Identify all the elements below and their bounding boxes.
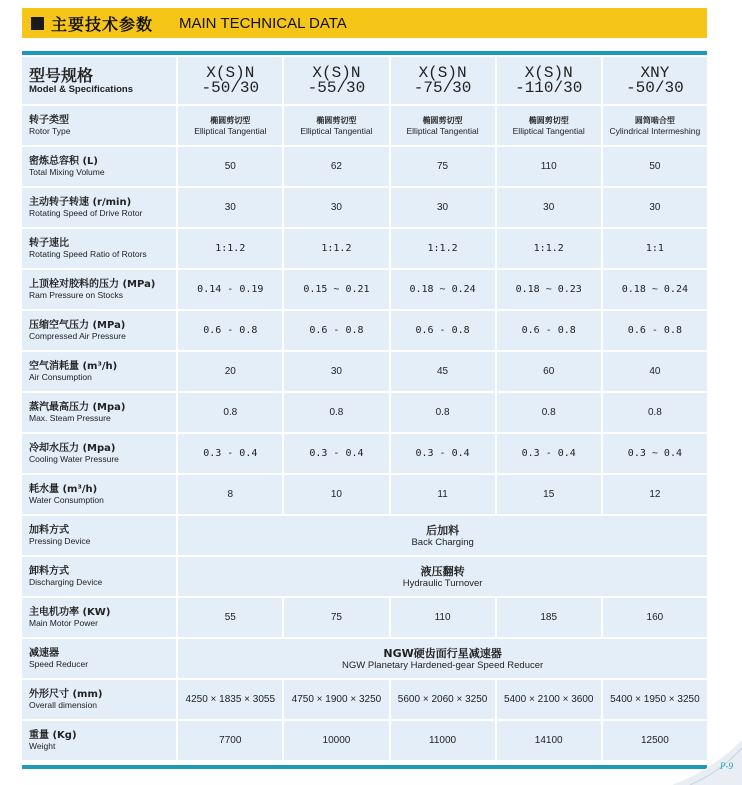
value-cell: 0.3 - 0.4	[390, 433, 496, 474]
row-label-en: Discharging Device	[29, 577, 103, 587]
row-label-cn: 转子速比	[29, 238, 69, 249]
row-label-cell	[22, 146, 177, 187]
value-cell: 30	[177, 187, 283, 228]
merged-value-cell	[177, 515, 707, 556]
rotor-type-cell	[177, 105, 283, 146]
row-label-en: Speed Reducer	[29, 659, 89, 669]
page-number: P-9	[720, 761, 733, 771]
row-label-cell	[22, 433, 177, 474]
table-row-discharging-device	[22, 556, 707, 597]
model-name-line1: X(S)N	[418, 63, 467, 82]
value-cell: 0.6 - 0.8	[602, 310, 707, 351]
row-label-en: Weight	[29, 741, 56, 751]
row-label-cn: 重量 (Kg)	[29, 730, 77, 741]
value-cell: 5400 × 2100 × 3600	[496, 679, 602, 720]
row-label-en: Ram Pressure on Stocks	[29, 290, 124, 300]
rotor-type-cell	[390, 105, 496, 146]
model-name-line2: -50/30	[201, 78, 260, 97]
row-label-cn: 耗水量 (m³/h)	[29, 484, 98, 495]
model-name-line2: -50/30	[626, 78, 684, 97]
value-cell: 0.6 - 0.8	[390, 310, 496, 351]
row-label-en: Rotor Type	[29, 126, 71, 136]
rotor-type-cell	[496, 105, 602, 146]
value-cell: 55	[177, 597, 283, 638]
value-cell: 50	[602, 146, 707, 187]
model-name-line2: -75/30	[413, 78, 472, 97]
row-label-cn: 冷却水压力 (Mpa)	[29, 443, 116, 454]
row-label-cn: 上顶栓对胶料的压力 (MPa)	[29, 279, 156, 290]
value-cell: 15	[496, 474, 602, 515]
value-cell: 1:1	[602, 228, 707, 269]
value-cell: 30	[390, 187, 496, 228]
row-label-cell	[22, 597, 177, 638]
value-cell: 0.3 - 0.4	[177, 433, 283, 474]
row-label-en: Overall dimension	[29, 700, 98, 710]
header-label-cn: 型号规格	[29, 65, 94, 85]
table-row	[22, 310, 707, 351]
rotor-type-en: Elliptical Tangential	[512, 125, 585, 136]
model-name-line1: X(S)N	[524, 63, 573, 82]
row-label-en: Compressed Air Pressure	[29, 331, 126, 341]
value-cell: 0.6 - 0.8	[496, 310, 602, 351]
merged-value-cn: NGW硬齿面行星减速器	[383, 646, 502, 660]
model-name-line1: X(S)N	[312, 63, 361, 82]
value-cell: 4250 × 1835 × 3055	[177, 679, 283, 720]
value-cell: 0.8	[283, 392, 389, 433]
model-header-cell	[496, 57, 602, 105]
table-row	[22, 433, 707, 474]
value-cell: 4750 × 1900 × 3250	[283, 679, 389, 720]
section-title-en: MAIN TECHNICAL DATA	[179, 14, 347, 32]
row-label-cn: 卸料方式	[29, 566, 69, 577]
section-header-bar	[22, 8, 707, 38]
row-label-cn: 空气消耗量 (m³/h)	[29, 361, 118, 372]
value-cell: 0.8	[496, 392, 602, 433]
rotor-type-cell	[602, 105, 707, 146]
row-label-en: Water Consumption	[29, 495, 104, 505]
value-cell: 11000	[390, 720, 496, 761]
table-row	[22, 351, 707, 392]
merged-value-en: Hydraulic Turnover	[402, 577, 483, 589]
rotor-type-en: Elliptical Tangential	[300, 125, 373, 136]
value-cell: 62	[283, 146, 389, 187]
row-label-cell	[22, 351, 177, 392]
row-label-en: Total Mixing Volume	[29, 167, 105, 177]
value-cell: 40	[602, 351, 707, 392]
value-cell: 0.15 ~ 0.21	[283, 269, 389, 310]
model-header-cell	[390, 57, 496, 105]
row-label-cell	[22, 679, 177, 720]
value-cell: 14100	[496, 720, 602, 761]
merged-value-cell	[177, 638, 707, 679]
table-row	[22, 187, 707, 228]
merged-value-en: Back Charging	[411, 536, 474, 548]
row-label-en: Max. Steam Pressure	[29, 413, 111, 423]
value-cell: 75	[390, 146, 496, 187]
page-corner-curl	[672, 740, 742, 785]
value-cell: 12500	[602, 720, 707, 761]
row-label-en: Air Consumption	[29, 372, 92, 382]
model-name-line2: -55/30	[307, 78, 366, 97]
row-label-cn: 蒸汽最高压力 (Mpa)	[29, 402, 126, 413]
rotor-type-cn: 椭圆剪切型	[210, 115, 251, 125]
merged-value-cell	[177, 556, 707, 597]
value-cell: 0.8	[602, 392, 707, 433]
row-label-cn: 主动转子转速 (r/min)	[29, 197, 132, 208]
row-label-cell	[22, 310, 177, 351]
row-label-cn: 外形尺寸 (mm)	[29, 689, 103, 700]
value-cell: 10000	[283, 720, 389, 761]
table-row-main-motor-power	[22, 597, 707, 638]
value-cell: 1:1.2	[283, 228, 389, 269]
row-label-cell	[22, 474, 177, 515]
rotor-type-en: Elliptical Tangential	[194, 125, 267, 136]
row-label-cn: 减速器	[29, 648, 59, 659]
rotor-type-cell	[283, 105, 389, 146]
model-header-cell	[177, 57, 283, 105]
model-header-cell	[602, 57, 707, 105]
value-cell: 0.3 - 0.4	[496, 433, 602, 474]
table-row-speed-reducer	[22, 638, 707, 679]
table-row-rotor-type	[22, 105, 707, 146]
row-label-cell	[22, 105, 177, 146]
value-cell: 0.8	[177, 392, 283, 433]
merged-value-cn: 后加料	[426, 523, 460, 537]
rotor-type-cn: 椭圆剪切型	[528, 115, 569, 125]
row-label-cell	[22, 556, 177, 597]
row-label-cell	[22, 515, 177, 556]
square-bullet-icon	[31, 17, 44, 30]
rotor-type-en: Elliptical Tangential	[406, 125, 479, 136]
table-row	[22, 392, 707, 433]
table-bottom-rule	[22, 765, 707, 769]
row-label-en: Rotating Speed Ratio of Rotors	[29, 249, 147, 259]
row-label-en: Pressing Device	[29, 536, 91, 546]
value-cell: 11	[390, 474, 496, 515]
row-label-cn: 转子类型	[29, 115, 69, 126]
table-row-weight	[22, 720, 707, 761]
row-label-en: Main Motor Power	[29, 618, 98, 628]
merged-value-en: NGW Planetary Hardened-gear Speed Reducer	[342, 659, 544, 671]
value-cell: 1:1.2	[496, 228, 602, 269]
row-label-cn: 加料方式	[29, 525, 69, 536]
rotor-type-cn: 椭圆剪切型	[422, 115, 463, 125]
value-cell: 5400 × 1950 × 3250	[602, 679, 707, 720]
value-cell: 60	[496, 351, 602, 392]
value-cell: 30	[283, 351, 389, 392]
model-name-line1: XNY	[640, 63, 670, 82]
table-row-overall-dimension	[22, 679, 707, 720]
row-label-cell	[22, 228, 177, 269]
table-row	[22, 146, 707, 187]
value-cell: 110	[390, 597, 496, 638]
value-cell: 185	[496, 597, 602, 638]
value-cell: 1:1.2	[390, 228, 496, 269]
value-cell: 30	[283, 187, 389, 228]
table-row	[22, 474, 707, 515]
model-header-cell	[283, 57, 389, 105]
value-cell: 0.18 ~ 0.24	[602, 269, 707, 310]
section-title-cn: 主要技术参数	[51, 14, 154, 34]
value-cell: 0.18 ~ 0.23	[496, 269, 602, 310]
value-cell: 20	[177, 351, 283, 392]
value-cell: 0.3 - 0.4	[283, 433, 389, 474]
rotor-type-cn: 圆筒啮合型	[634, 115, 675, 125]
row-label-cell	[22, 638, 177, 679]
row-label-cell	[22, 720, 177, 761]
rotor-type-cn: 椭圆剪切型	[316, 115, 357, 125]
value-cell: 0.18 ~ 0.24	[390, 269, 496, 310]
row-label-cn: 主电机功率 (KW)	[29, 607, 111, 618]
value-cell: 0.6 - 0.8	[283, 310, 389, 351]
table-row-pressing-device	[22, 515, 707, 556]
value-cell: 110	[496, 146, 602, 187]
value-cell: 0.6 - 0.8	[177, 310, 283, 351]
value-cell: 7700	[177, 720, 283, 761]
model-name-line1: X(S)N	[206, 63, 255, 82]
value-cell: 45	[390, 351, 496, 392]
table-row	[22, 228, 707, 269]
row-label-cell	[22, 269, 177, 310]
table-header-row	[22, 57, 707, 105]
value-cell: 50	[177, 146, 283, 187]
row-label-cell	[22, 392, 177, 433]
model-name-line2: -110/30	[515, 78, 583, 97]
merged-value-cn: 液压翻转	[420, 564, 465, 578]
value-cell: 30	[602, 187, 707, 228]
technical-data-table	[22, 57, 707, 762]
value-cell: 0.14 - 0.19	[177, 269, 283, 310]
row-label-cn: 压缩空气压力 (MPa)	[29, 320, 126, 331]
value-cell: 75	[283, 597, 389, 638]
row-label-en: Rotating Speed of Drive Rotor	[29, 208, 143, 218]
header-label-cell	[22, 57, 177, 105]
rotor-type-en: Cylindrical Intermeshing	[609, 125, 701, 136]
header-label-en: Model & Specifications	[29, 83, 133, 95]
value-cell: 160	[602, 597, 707, 638]
row-label-cn: 密炼总容积 (L)	[29, 156, 98, 167]
row-label-cell	[22, 187, 177, 228]
value-cell: 1:1.2	[177, 228, 283, 269]
value-cell: 10	[283, 474, 389, 515]
table-top-rule	[22, 51, 707, 55]
value-cell: 12	[602, 474, 707, 515]
value-cell: 5600 × 2060 × 3250	[390, 679, 496, 720]
value-cell: 0.3 ~ 0.4	[602, 433, 707, 474]
value-cell: 30	[496, 187, 602, 228]
table-row	[22, 269, 707, 310]
value-cell: 0.8	[390, 392, 496, 433]
row-label-en: Cooling Water Pressure	[29, 454, 119, 464]
value-cell: 8	[177, 474, 283, 515]
